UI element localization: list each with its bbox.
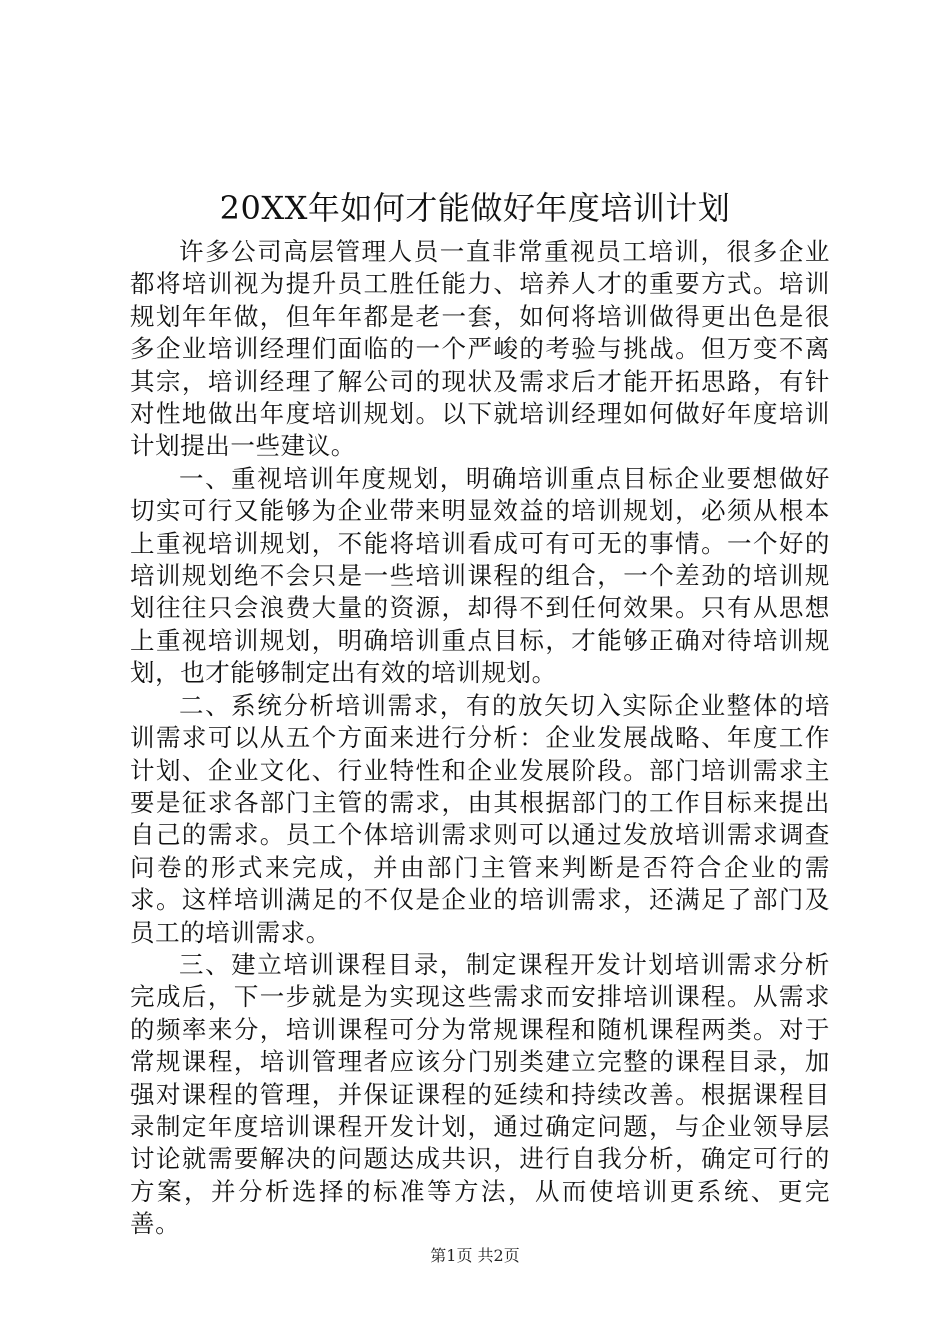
document-title: 20XX年如何才能做好年度培训计划 (219, 189, 731, 227)
document-body (130, 236, 830, 1241)
paragraph-section-2: 二、系统分析培训需求，有的放矢切入实际企业整体的培训需求可以从五个方面来进行分析：企业发展战略、年度工作计划、企业文化、行业特性和企业发展阶段。部门培训需求主要是征求各部门主管的需求，由其根据部门的工作目标来提出自己的需求。员工个体培训需求则可以通过发放培训需求调查问卷的形式来完成，并由部门主管来判断是否符合企业的需求。这样培训满足的不仅是企业的培训需求，还满足了部门及员工的培训需求。 (130, 690, 830, 947)
page-footer: 第1页 共2页 (430, 1246, 520, 1265)
paragraph-section-3: 三、建立培训课程目录，制定课程开发计划培训需求分析完成后，下一步就是为实现这些需求而安排培训课程。从需求的频率来分，培训课程可分为常规课程和随机课程两类。对于常规课程，培训管理者应该分门别类建立完整的课程目录，加强对课程的管理，并保证课程的延续和持续改善。根据课程目录制定年度培训课程开发计划，通过确定问题，与企业领导层讨论就需要解决的问题达成共识，进行自我分析，确定可行的方案，并分析选择的标准等方法，从而使培训更系统、更完善。 (130, 949, 830, 1239)
paragraph-intro: 许多公司高层管理人员一直非常重视员工培训，很多企业都将培训视为提升员工胜任能力、培养人才的重要方式。培训规划年年做，但年年都是老一套，如何将培训做得更出色是很多企业培训经理们面临的一个严峻的考验与挑战。但万变不离其宗，培训经理了解公司的现状及需求后才能开拓思路，有针对性地做出年度培训规划。以下就培训经理如何做好年度培训计划提出一些建议。 (130, 237, 830, 461)
paragraph-section-1: 一、重视培训年度规划，明确培训重点目标企业要想做好切实可行又能够为企业带来明显效益的培训规划，必须从根本上重视培训规划，不能将培训看成可有可无的事情。一个好的培训规划绝不会只是一些培训课程的组合，一个差劲的培训规划往往只会浪费大量的资源，却得不到任何效果。只有从思想上重视培训规划，明确培训重点目标，才能够正确对待培训规划，也才能够制定出有效的培训规划。 (130, 463, 830, 688)
